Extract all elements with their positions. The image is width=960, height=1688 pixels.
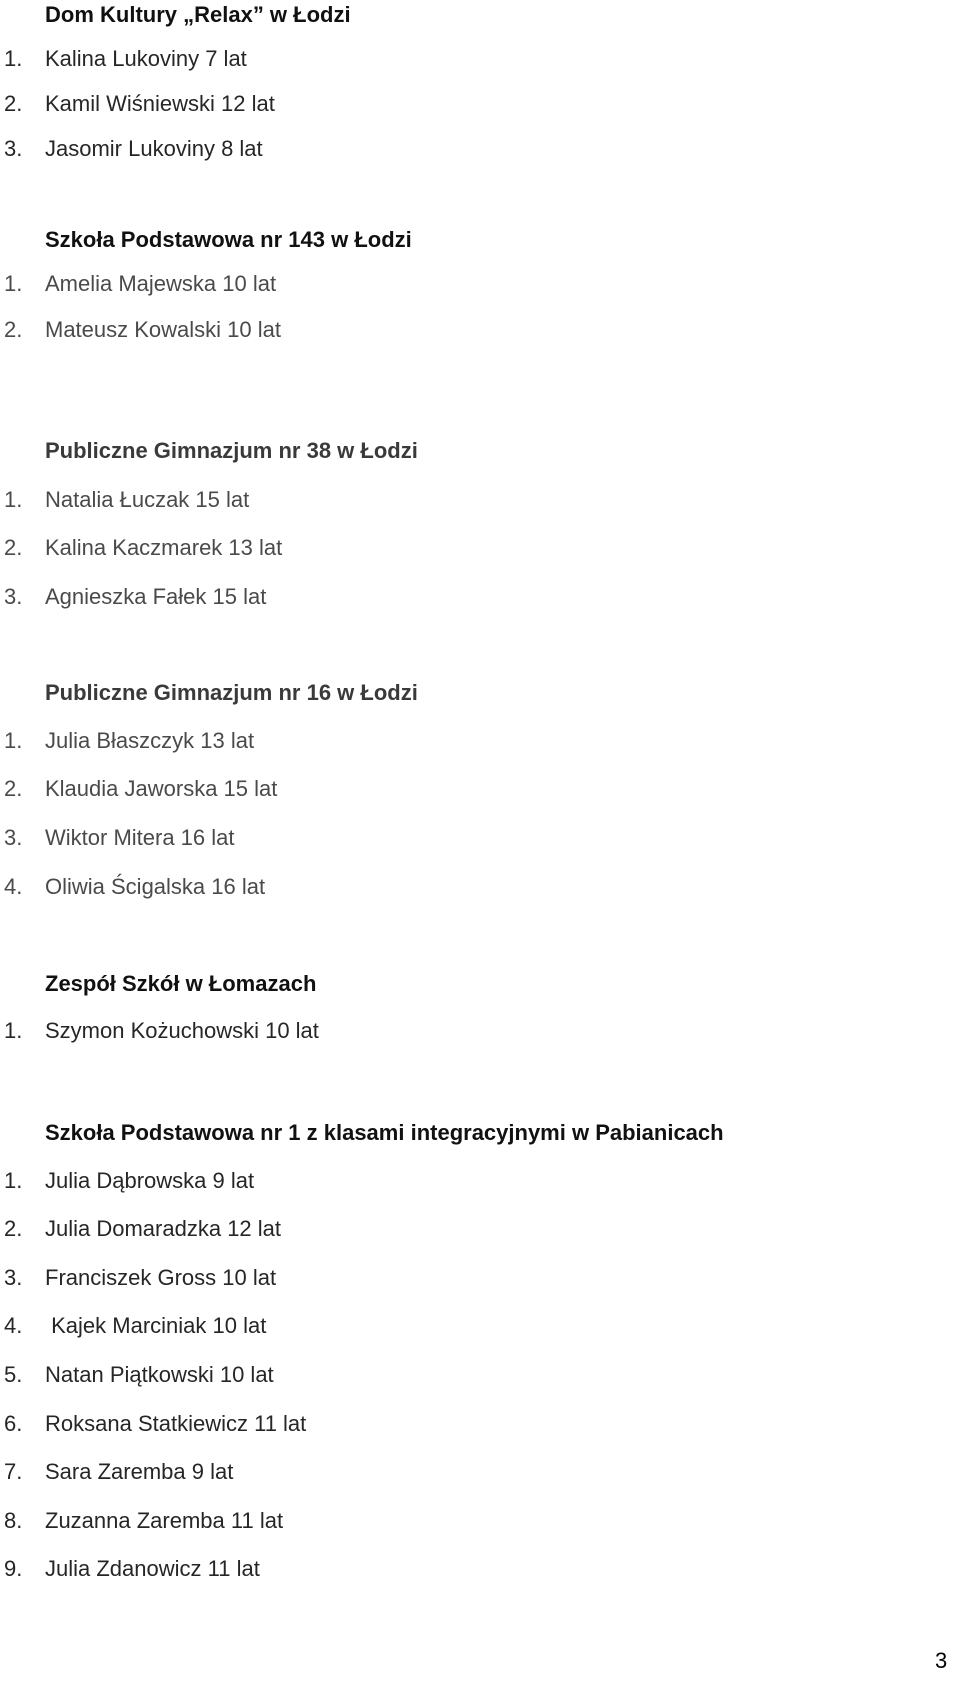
list-item-number: 4. <box>4 874 23 899</box>
list-item-text: Mateusz Kowalski 10 lat <box>45 317 281 342</box>
list-item-text: Natan Piątkowski 10 lat <box>45 1362 274 1387</box>
list-item-number: 3. <box>4 136 23 161</box>
list-item-number: 7. <box>4 1459 23 1484</box>
list-item-number: 1. <box>4 271 23 296</box>
list-item-text: Kamil Wiśniewski 12 lat <box>45 91 275 116</box>
list-item-text: Julia Dąbrowska 9 lat <box>45 1168 255 1193</box>
page-number: 3 <box>935 1648 948 1673</box>
list-item-number: 3. <box>4 584 23 609</box>
list-item-number: 3. <box>4 1265 23 1290</box>
list-item-text: Kalina Lukoviny 7 lat <box>45 46 247 71</box>
list-item-text: Kalina Kaczmarek 13 lat <box>45 535 283 560</box>
list-item-text: Zuzanna Zaremba 11 lat <box>45 1508 284 1533</box>
list-item-text: Kajek Marciniak 10 lat <box>45 1313 267 1338</box>
list-item-text: Jasomir Lukoviny 8 lat <box>45 136 263 161</box>
list-item-number: 1. <box>4 1168 23 1193</box>
list-item-number: 1. <box>4 487 23 512</box>
list-item-number: 5. <box>4 1362 23 1387</box>
section-heading: Publiczne Gimnazjum nr 38 w Łodzi <box>45 438 418 463</box>
section-heading: Dom Kultury „Relax” w Łodzi <box>45 2 351 27</box>
section-heading: Szkoła Podstawowa nr 1 z klasami integracyjnymi w Pabianicach <box>45 1120 724 1145</box>
list-item-number: 2. <box>4 317 23 342</box>
list-item-number: 2. <box>4 91 23 116</box>
list-item-text: Roksana Statkiewicz 11 lat <box>45 1411 307 1436</box>
list-item-number: 4. <box>4 1313 23 1338</box>
list-item-number: 9. <box>4 1556 23 1581</box>
list-item-number: 2. <box>4 535 23 560</box>
list-item-text: Franciszek Gross 10 lat <box>45 1265 277 1290</box>
list-item-number: 3. <box>4 825 23 850</box>
list-item-number: 2. <box>4 1216 23 1241</box>
list-item-number: 8. <box>4 1508 23 1533</box>
list-item-number: 1. <box>4 1018 23 1043</box>
list-item-text: Amelia Majewska 10 lat <box>45 271 277 296</box>
list-item-text: Szymon Kożuchowski 10 lat <box>45 1018 319 1043</box>
list-item-text: Julia Domaradzka 12 lat <box>45 1216 282 1241</box>
list-item-number: 1. <box>4 728 23 753</box>
list-item-text: Natalia Łuczak 15 lat <box>45 487 250 512</box>
section-heading: Publiczne Gimnazjum nr 16 w Łodzi <box>45 680 418 705</box>
list-item-text: Julia Zdanowicz 11 lat <box>45 1556 260 1581</box>
list-item-number: 2. <box>4 776 23 801</box>
list-item-text: Julia Błaszczyk 13 lat <box>45 728 255 753</box>
section-heading: Szkoła Podstawowa nr 143 w Łodzi <box>45 227 412 252</box>
list-item-text: Wiktor Mitera 16 lat <box>45 825 235 850</box>
list-item-text: Sara Zaremba 9 lat <box>45 1459 234 1484</box>
list-item-text: Klaudia Jaworska 15 lat <box>45 776 278 801</box>
list-item-number: 6. <box>4 1411 23 1436</box>
section-heading: Zespół Szkół w Łomazach <box>45 971 317 996</box>
list-item-number: 1. <box>4 46 23 71</box>
list-item-text: Oliwia Ścigalska 16 lat <box>45 874 266 899</box>
list-item-text: Agnieszka Fałek 15 lat <box>45 584 267 609</box>
